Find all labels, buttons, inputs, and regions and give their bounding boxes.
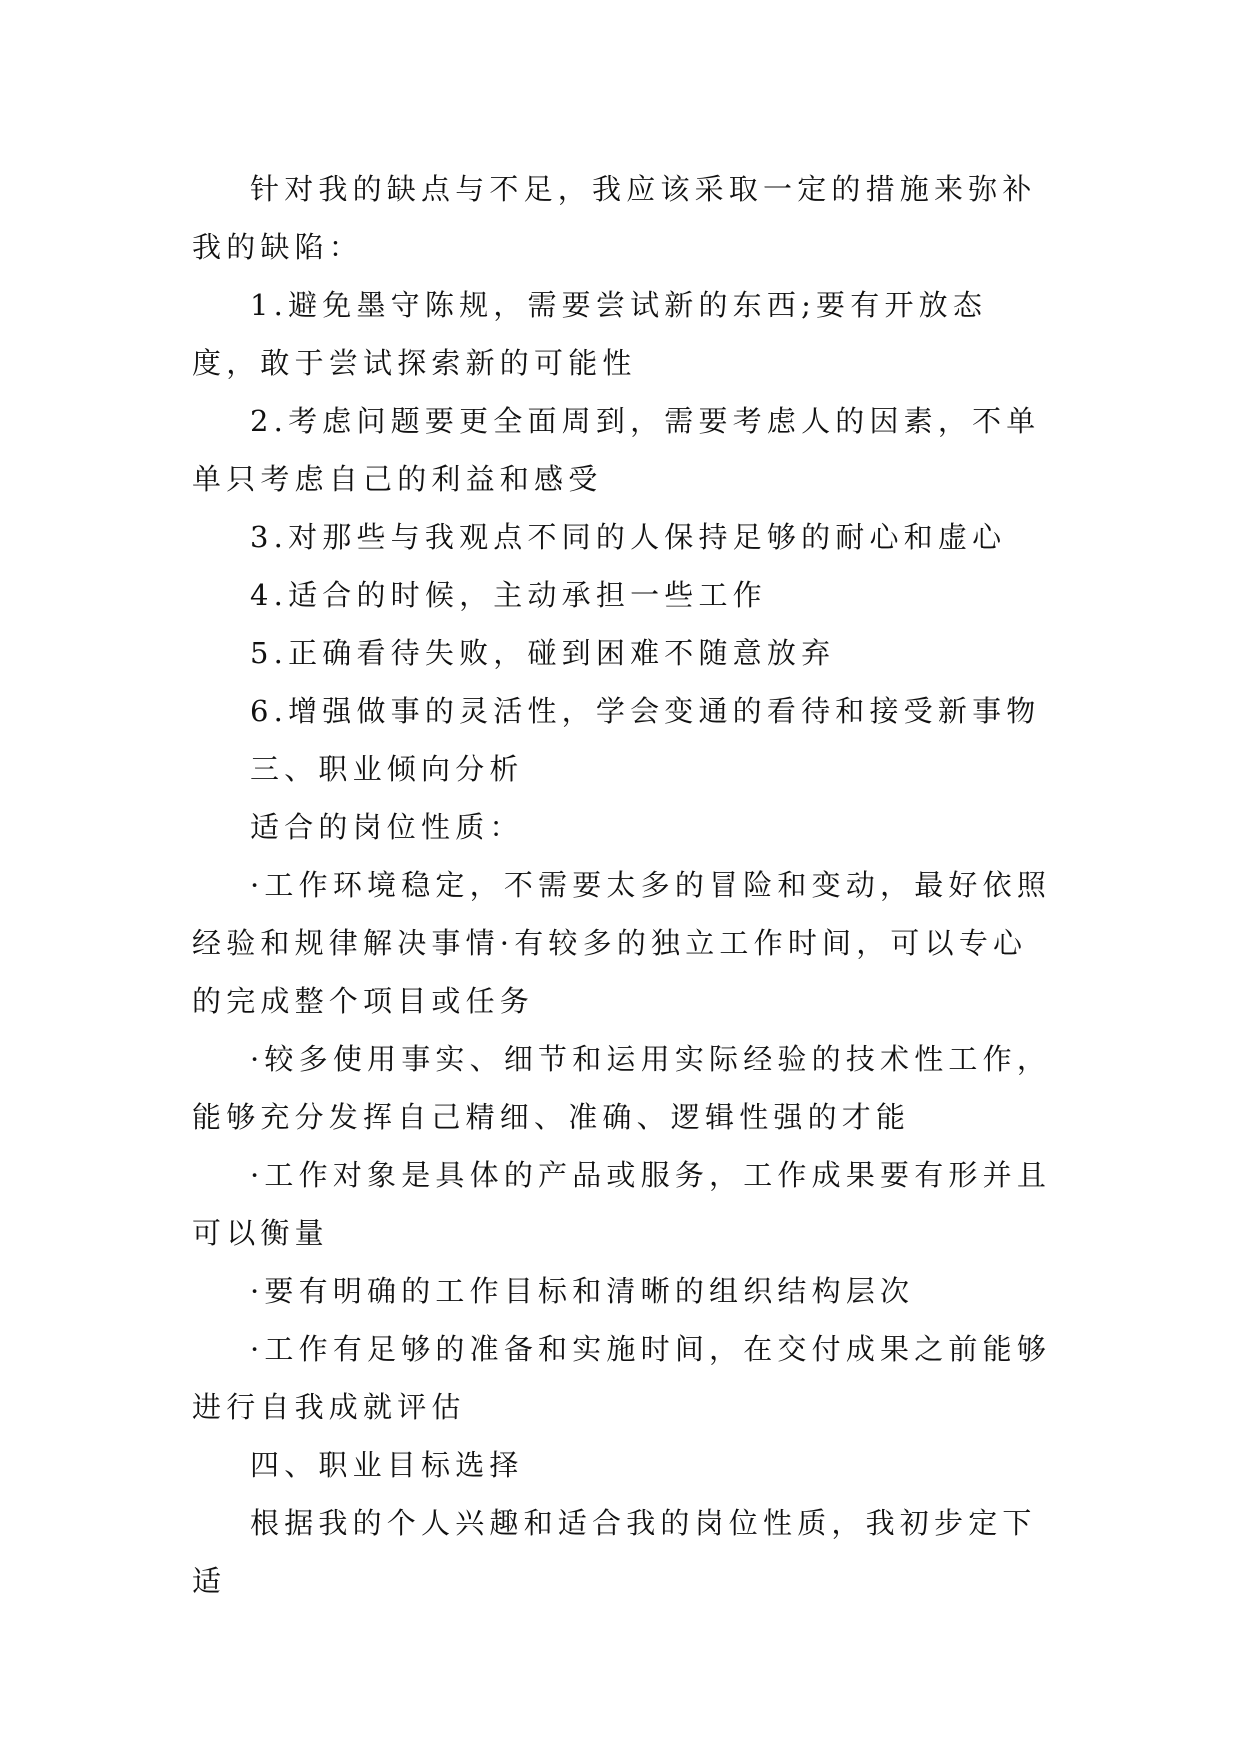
section-heading-career-tendency: 三、职业倾向分析 <box>250 752 524 786</box>
paragraph-measure-5: 5.正确看待失败，碰到困难不随意放弃 <box>250 636 836 670</box>
paragraph-intro: 针对我的缺点与不足，我应该采取一定的措施来弥补我的缺陷： <box>192 172 1037 264</box>
paragraph-measure-1: 1.避免墨守陈规，需要尝试新的东西;要有开放态度，敢于尝试探索新的可能性 <box>192 288 988 380</box>
bullet-paragraph-5: ·工作有足够的准备和实施时间，在交付成果之前能够进行自我成就评估 <box>192 1332 1052 1424</box>
bullet-paragraph-1: ·工作环境稳定，不需要太多的冒险和变动，最好依照经验和规律解决事情·有较多的独立工作时间，可以专心的完成整个项目或任务 <box>192 868 1052 1018</box>
section-heading-career-goal: 四、职业目标选择 <box>250 1448 524 1482</box>
paragraph-suitable-positions-label: 适合的岗位性质： <box>250 810 524 844</box>
paragraph-measure-6: 6.增强做事的灵活性，学会变通的看待和接受新事物 <box>250 694 1041 728</box>
paragraph-measure-4: 4.适合的时候，主动承担一些工作 <box>250 578 767 612</box>
paragraph-measure-2: 2.考虑问题要更全面周到，需要考虑人的因素，不单单只考虑自己的利益和感受 <box>192 404 1041 496</box>
bullet-paragraph-4: ·要有明确的工作目标和清晰的组织结构层次 <box>250 1274 915 1308</box>
paragraph-career-goal: 根据我的个人兴趣和适合我的岗位性质，我初步定下适 <box>192 1506 1037 1598</box>
bullet-paragraph-2: ·较多使用事实、细节和运用实际经验的技术性工作，能够充分发挥自己精细、准确、逻辑性强的才能 <box>192 1042 1052 1134</box>
document-body <box>192 160 1052 1610</box>
bullet-paragraph-3: ·工作对象是具体的产品或服务，工作成果要有形并且可以衡量 <box>192 1158 1052 1250</box>
paragraph-measure-3: 3.对那些与我观点不同的人保持足够的耐心和虚心 <box>250 520 1007 554</box>
